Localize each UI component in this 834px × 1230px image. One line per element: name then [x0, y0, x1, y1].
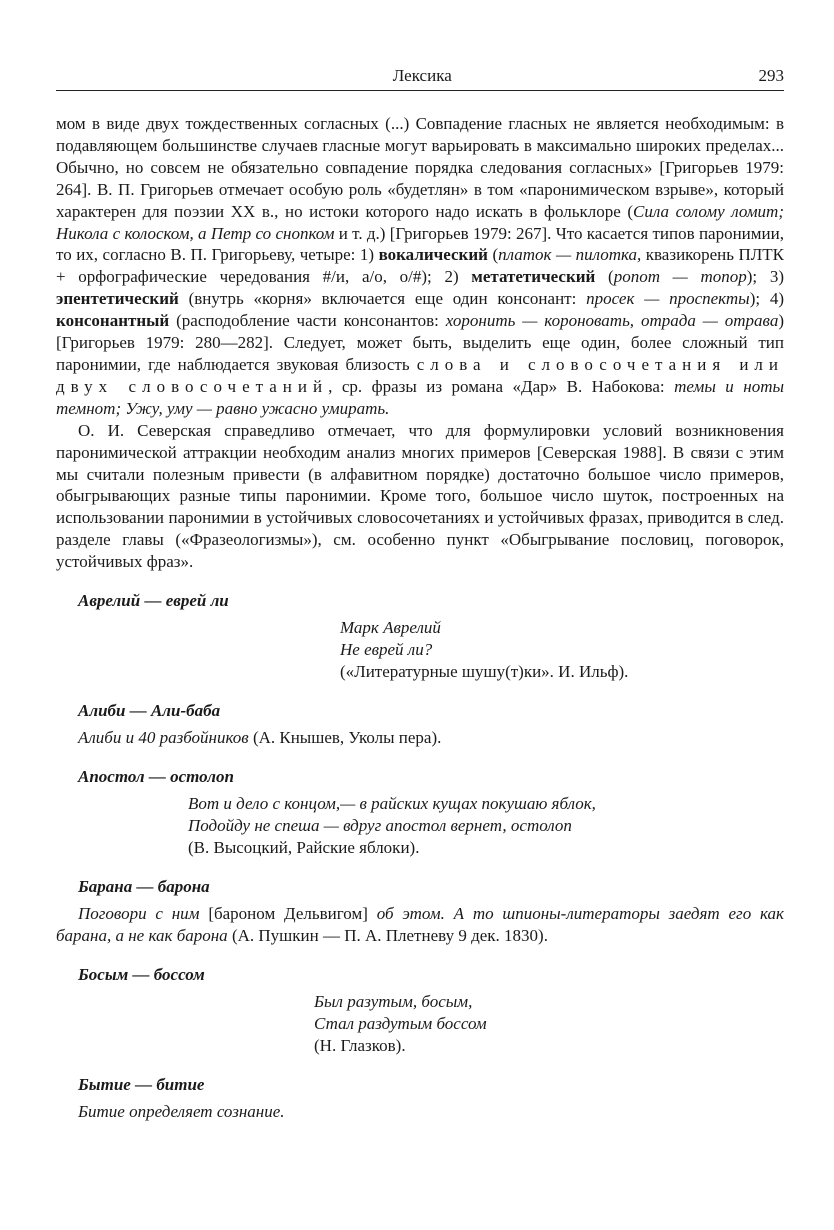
- italic-run: Сила солому ломит; Никола с колоском, а Петр со снопком: [56, 201, 784, 243]
- quote-text: Битие определяет сознание.: [78, 1102, 285, 1122]
- paragraph-1: [56, 113, 784, 420]
- quote-text: Алиби и 40 разбойников: [78, 728, 249, 748]
- verse-line: [340, 639, 784, 661]
- running-header: [56, 66, 784, 91]
- book-page: [56, 66, 784, 1123]
- body-text: [56, 113, 784, 573]
- entry-heading: Апостол — остолоп: [78, 767, 234, 787]
- bold-term: консонантный: [56, 311, 170, 331]
- verse-text: Марк Аврелий: [340, 618, 441, 638]
- italic-run: хоронить — короновать, отрада — отрава: [445, 311, 779, 331]
- entry-heading: Бытие — битие: [78, 1075, 205, 1095]
- verse-line: [188, 815, 784, 837]
- italic-run: темы и ноты темнот; Ужу, уму — равно ужасно умирать.: [56, 376, 784, 418]
- text-run: (расподобление части консонантов:: [169, 311, 446, 331]
- verse-source: («Литературные шушу(т)ки». И. Ильф).: [340, 662, 629, 682]
- quote-source: (А. Пушкин — П. А. Плетневу 9 дек. 1830).: [227, 926, 548, 946]
- text-run: ); 4): [749, 289, 785, 309]
- verse-text: Подойду не спеша — вдруг апостол вернет, остолоп: [188, 816, 572, 836]
- bold-term: метатетический: [471, 267, 596, 287]
- verse-block: [340, 617, 784, 683]
- italic-run: ропот — топор: [613, 267, 747, 287]
- text-run: (: [595, 267, 614, 287]
- verse-text: Вот и дело с концом,— в райских кущах покушаю яблок,: [188, 794, 596, 814]
- verse-source: (Н. Глазков).: [314, 1036, 406, 1056]
- page-number: 293: [758, 66, 784, 85]
- example-quote: [78, 727, 784, 749]
- italic-run: просек — проспекты: [586, 289, 750, 309]
- entry-heading: Алиби — Али-баба: [78, 701, 221, 721]
- example-quote: [78, 1101, 784, 1123]
- bold-term: вокалический: [378, 245, 488, 265]
- text-run: ); 3): [746, 267, 784, 287]
- text-run: квазикорень ПЛТК + орфографические чередования #/и, а/о, о/#); 2): [56, 245, 784, 287]
- text-run: и т. д.) [Григорьев 1979: 267]. Что касается типов паронимии, то их, согласно В. П. Григорьеву, четыре: 1): [56, 223, 784, 265]
- verse-source: (В. Высоцкий, Райские яблоки).: [188, 838, 420, 858]
- text-run: , ср. фразы из романа «Дар» В. Набокова:: [328, 376, 675, 396]
- verse-block: [188, 793, 784, 859]
- entry-heading: Аврелий — еврей ли: [78, 591, 229, 611]
- quote-text: об этом. А то шпионы-литераторы заедят его как барана, а не как барона: [56, 904, 784, 946]
- quote-source: (А. Кнышев, Уколы пера).: [248, 728, 442, 748]
- verse-text: Стал раздутым боссом: [314, 1014, 487, 1034]
- text-run: мом в виде двух тождественных согласных (...) Совпадение гласных не является необходимым: в подавляющем большинстве случаев гласные могут варьировать в максимально широких пределах... Обычно, но совсем не обязательно совпадение порядка следования согласных» [Григорьев 1979: 264]. В. П. Григорьев отмечает особую роль «будетлян» в том «паронимическом взрыве», который характерен для поэзии XX в., но истоки которого надо искать в фольклоре (: [56, 114, 784, 221]
- paragraph-2: О. И. Северская справедливо отмечает, что для формулировки условий возникновения паронимической аттракции необходим анализ многих примеров [Северская 1988]. В связи с этим мы считали полезным привести (в алфавитном порядке) достаточно большое число примеров, обыгрывающих разные типы паронимии. Кроме того, большое число шуток, построенных на использовании паронимии в устойчивых словосочетаниях и устойчивых фразах, приводится в след. разделе главы («Фразеологизмы»), см. особенно пункт «Обыгрывание пословиц, поговорок, устойчивых фраз».: [56, 420, 784, 572]
- quote-text: Поговори с ним: [78, 904, 200, 924]
- text-run: (внутрь «корня» включается еще один консонант:: [178, 289, 587, 309]
- verse-line: [314, 1013, 784, 1035]
- verse-line: [340, 617, 784, 639]
- example-quote: [56, 903, 784, 947]
- text-run: ) [Григорьев 1979: 280—282]. Следует, может быть, выделить еще один, более сложный тип паронимии, где наблюдается звуковая близость: [56, 311, 784, 374]
- entry-heading: Босым — боссом: [78, 965, 205, 985]
- italic-run: платок — пилотка,: [498, 245, 642, 265]
- bold-term: эпентетический: [56, 289, 179, 309]
- entry-heading: Барана — барона: [78, 877, 210, 897]
- text-run: (: [487, 245, 499, 265]
- verse-line: [314, 991, 784, 1013]
- spaced-run: слова и словосочетания или двух словосочетаний: [56, 354, 785, 396]
- quote-text: [бароном Дельвигом]: [199, 904, 377, 924]
- verse-block: [314, 991, 784, 1057]
- running-title: Лексика: [392, 66, 452, 85]
- verse-text: Не еврей ли?: [340, 640, 433, 660]
- verse-line: [188, 793, 784, 815]
- verse-text: Был разутым, босым,: [314, 992, 473, 1012]
